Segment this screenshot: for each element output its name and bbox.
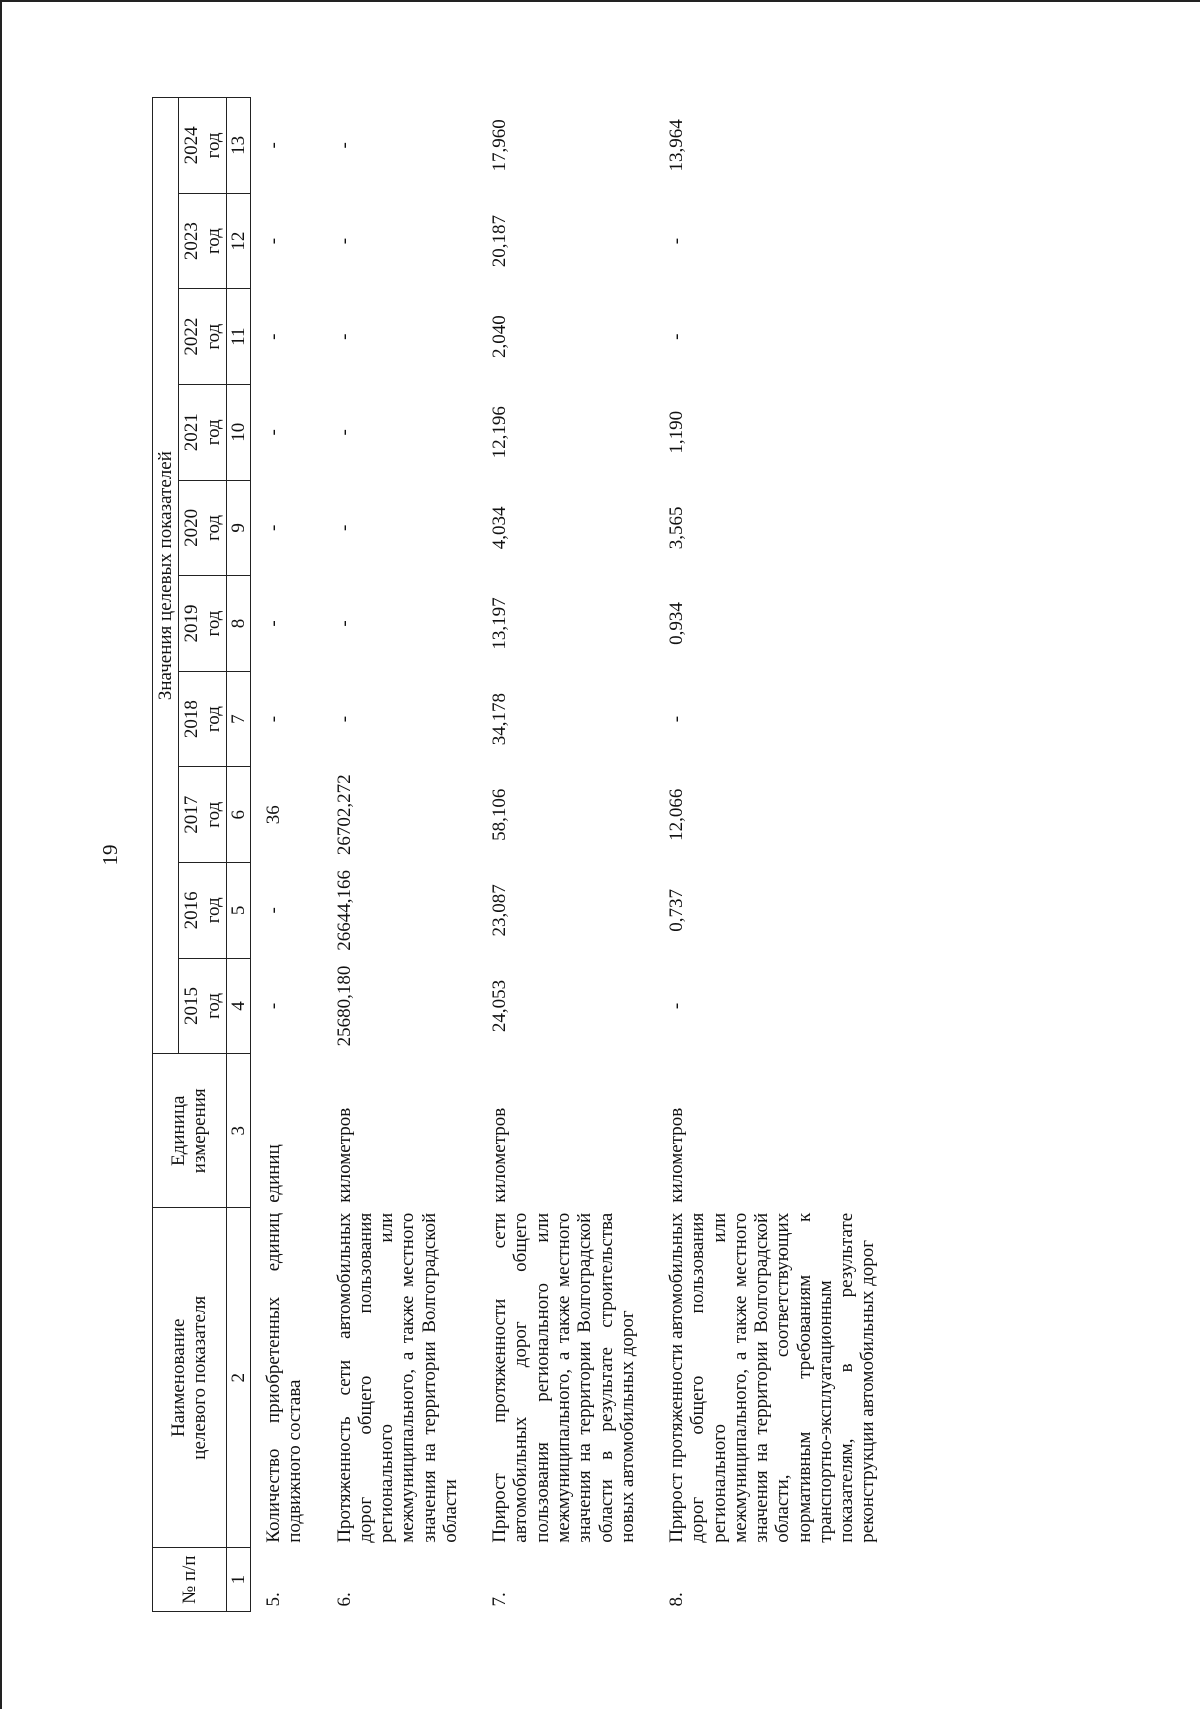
value-cell: - xyxy=(333,333,355,340)
row-number: 8. xyxy=(666,1592,688,1607)
value-cell: - xyxy=(666,1002,688,1010)
value-cell: 36 xyxy=(263,805,285,825)
value-cell: - xyxy=(333,715,355,723)
header-year xyxy=(179,98,227,194)
year-suffix: год xyxy=(202,706,224,733)
year-label: 2023 xyxy=(181,222,203,261)
header-indicator-name-line2: целевого показателя xyxy=(189,1295,211,1460)
header-year xyxy=(179,384,227,480)
value-cell: - xyxy=(263,907,285,914)
table-row xyxy=(477,98,654,1612)
header-year xyxy=(179,863,227,959)
year-suffix: год xyxy=(202,132,224,159)
column-number: 11 xyxy=(226,289,250,385)
column-number: 13 xyxy=(226,98,250,194)
value-cell: - xyxy=(263,715,285,723)
column-number: 8 xyxy=(226,576,250,672)
header-year xyxy=(179,958,227,1054)
header-year xyxy=(179,289,227,385)
year-label: 2017 xyxy=(181,795,203,834)
value-cell: 13,964 xyxy=(666,119,688,172)
value-cell: 23,087 xyxy=(489,884,511,937)
value-cell: 58,106 xyxy=(489,788,511,841)
value-cell: - xyxy=(333,429,355,436)
row-number: 5. xyxy=(263,1592,285,1607)
header-year xyxy=(179,480,227,576)
column-number: 5 xyxy=(226,863,250,959)
value-cell: 20,187 xyxy=(489,214,511,268)
indicator-name: Прирост протяженности сети автомобильных дорог общего пользования регионального или межмуниципального, а также местного значения на территории Волгоградской области в результате строительства новых автомобильных дорог xyxy=(489,1212,638,1543)
page-number: 19 xyxy=(98,844,122,866)
year-label: 2019 xyxy=(181,604,203,643)
row-number: 7. xyxy=(489,1592,511,1607)
unit-cell: километров xyxy=(666,1107,688,1203)
value-cell: - xyxy=(263,237,285,245)
value-cell: - xyxy=(333,524,355,532)
year-label: 2016 xyxy=(181,891,203,930)
column-number: 2 xyxy=(226,1208,250,1548)
unit-cell: километров xyxy=(333,1107,355,1203)
column-number: 1 xyxy=(226,1548,250,1612)
value-cell: - xyxy=(263,620,285,627)
table-row xyxy=(654,98,895,1612)
value-cell: 13,197 xyxy=(489,597,511,650)
year-suffix: год xyxy=(202,323,224,350)
value-cell: - xyxy=(333,142,355,149)
indicator-name: Протяженность сети автомобильных дорог общего пользования регионального или межмуниципального, а также местного значения на территории Волгоградской области xyxy=(333,1212,461,1543)
value-cell: - xyxy=(263,333,285,340)
value-cell: 1,190 xyxy=(666,410,688,454)
value-cell: - xyxy=(666,715,688,723)
year-label: 2021 xyxy=(181,413,203,452)
value-cell: - xyxy=(263,429,285,436)
header-year xyxy=(179,576,227,672)
indicator-name: Количество приобретенных единиц подвижного состава xyxy=(263,1212,306,1543)
year-suffix: год xyxy=(202,228,224,255)
year-suffix: год xyxy=(202,610,224,637)
value-cell: - xyxy=(333,620,355,627)
value-cell: - xyxy=(263,524,285,532)
value-cell: 2,040 xyxy=(489,315,511,359)
value-cell: 34,178 xyxy=(489,692,511,746)
year-suffix: год xyxy=(202,897,224,924)
header-number: № п/п xyxy=(153,1548,227,1612)
year-label: 2024 xyxy=(181,126,203,165)
year-label: 2018 xyxy=(181,700,203,739)
value-cell: 24,053 xyxy=(489,979,511,1033)
value-cell: 17,960 xyxy=(489,119,511,172)
value-cell: - xyxy=(666,237,688,245)
unit-cell: километров xyxy=(489,1107,511,1203)
year-label: 2020 xyxy=(181,508,203,547)
year-suffix: год xyxy=(202,801,224,828)
column-number: 3 xyxy=(226,1054,250,1208)
header-year xyxy=(179,767,227,863)
table-header xyxy=(153,98,227,1612)
value-cell: 4,034 xyxy=(489,506,511,550)
value-cell: 12,196 xyxy=(489,406,511,459)
value-cell: 25680,180 xyxy=(333,965,355,1047)
column-number: 6 xyxy=(226,767,250,863)
value-cell: 3,565 xyxy=(666,506,688,550)
header-unit xyxy=(153,1054,227,1208)
column-number: 12 xyxy=(226,193,250,289)
header-indicator-name xyxy=(153,1208,227,1548)
column-number: 9 xyxy=(226,480,250,576)
year-label: 2022 xyxy=(181,317,203,356)
value-cell: 26702,272 xyxy=(333,774,355,856)
year-suffix: год xyxy=(202,514,224,541)
year-suffix: год xyxy=(202,992,224,1019)
value-cell: - xyxy=(263,1002,285,1010)
value-cell: - xyxy=(333,237,355,245)
header-indicator-name-line1: Наименование xyxy=(168,1318,190,1437)
value-cell: - xyxy=(263,142,285,149)
column-number: 10 xyxy=(226,384,250,480)
target-indicators-table xyxy=(152,97,895,1612)
value-cell: 12,066 xyxy=(666,788,688,841)
year-suffix: год xyxy=(202,419,224,446)
header-target-values: Значения целевых показателей xyxy=(153,98,179,1054)
column-number: 7 xyxy=(226,671,250,767)
header-unit-line1: Единица xyxy=(168,1095,190,1166)
table-body xyxy=(251,98,895,1612)
value-cell: 26644,166 xyxy=(333,869,355,951)
row-number: 6. xyxy=(333,1592,355,1607)
value-cell: - xyxy=(666,333,688,340)
column-numbers-row xyxy=(226,98,250,1612)
value-cell: 0,737 xyxy=(666,888,688,932)
value-cell: 0,934 xyxy=(666,602,688,645)
unit-cell: единиц xyxy=(263,1144,285,1203)
header-year xyxy=(179,671,227,767)
table-row xyxy=(322,98,478,1612)
table-row xyxy=(251,98,322,1612)
rotated-page-content xyxy=(152,97,1042,1612)
column-number: 4 xyxy=(226,958,250,1054)
year-label: 2015 xyxy=(181,986,203,1025)
header-year xyxy=(179,193,227,289)
indicator-name: Прирост протяженности автомобильных дорог общего пользования регионального или межмуниципального, а также местного значения на территории Волгоградской области, соответствующих нормативным требованиям к транспортно-эксплуатационным показателям, в результате реконструкции автомобильных дорог xyxy=(666,1212,879,1543)
header-unit-line2: измерения xyxy=(189,1088,211,1174)
